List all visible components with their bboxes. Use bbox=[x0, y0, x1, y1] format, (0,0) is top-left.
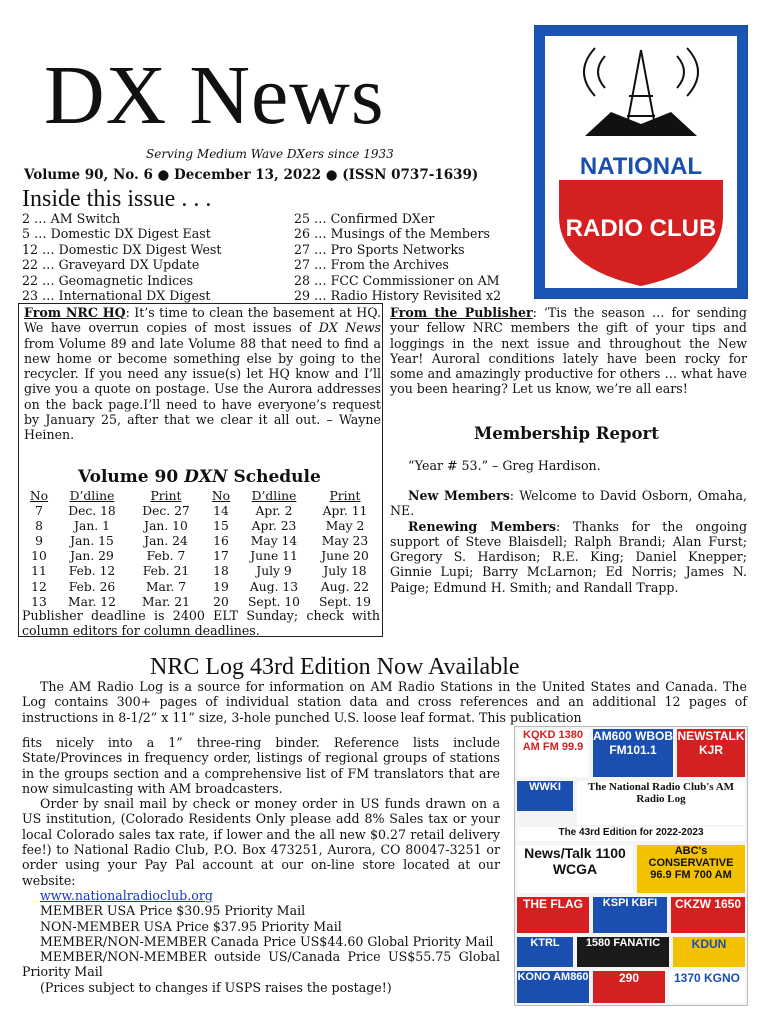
collage-tile: The National Radio Club's AM Radio Log bbox=[577, 781, 745, 825]
schedule-cell: Jan. 29 bbox=[70, 549, 114, 564]
membership-text: New Members: Welcome to David Osborn, Omaha, NE. Renewing Members: Thanks for the ongoing support of Steve Blaisdell; Ralph Brandi; Alan Furst; Gregory S. Hardison; R.E. King; Daniel Knepper; Ginnie Lupi; Barry McLarnon; Ed Norris; James N. Paige; Edmund H. Smith; and Randall Trapp. bbox=[390, 488, 748, 595]
nrc-logo bbox=[534, 25, 748, 299]
schedule-cell: 19 bbox=[213, 579, 229, 594]
schedule-cell: Feb. 7 bbox=[146, 549, 186, 564]
schedule-cell: 15 bbox=[213, 518, 229, 533]
schedule-cell: Jan. 10 bbox=[144, 518, 188, 533]
schedule-cell: Dec. 18 bbox=[68, 503, 116, 518]
collage-tile: KTRL bbox=[517, 937, 573, 967]
col-header: No bbox=[29, 488, 49, 503]
schedule-title: Volume 90 DXN Schedule bbox=[78, 467, 321, 487]
toc-item: 29 … Radio History Revisited x2 bbox=[294, 288, 502, 304]
toc-item: 5 … Domestic DX Digest East bbox=[22, 226, 211, 242]
collage-tile: KONO AM860 bbox=[517, 971, 589, 1003]
deadline-note: Publisher deadline is 2400 ELT Sunday; check with column editors for column deadlines. bbox=[22, 608, 380, 639]
log-body bbox=[22, 735, 500, 995]
schedule-cell: May 23 bbox=[321, 533, 369, 548]
schedule-cell: 8 bbox=[35, 518, 43, 533]
col-header: Print bbox=[329, 488, 361, 503]
radio-tower-icon bbox=[545, 36, 737, 288]
schedule-cell: Sept. 19 bbox=[319, 594, 371, 609]
toc-item: 22 … Graveyard DX Update bbox=[22, 257, 200, 273]
schedule-cell: May 2 bbox=[325, 518, 365, 533]
schedule-cell: Dec. 27 bbox=[142, 503, 190, 518]
collage-tile: The 43rd Edition for 2022-2023 bbox=[517, 827, 745, 841]
membership-quote: “Year # 53.” – Greg Hardison. bbox=[408, 458, 601, 473]
new-members-label: New Members bbox=[408, 488, 510, 503]
tagline: Serving Medium Wave DXers since 1933 bbox=[146, 147, 394, 161]
log-order-para: Order by snail mail by check or money order in US funds drawn on a US institution, (Colorado Residents Only please add 8% Sales tax or your local Colorado sales tax rate, if lower and the all new $0.27 retail delivery fee!) to National Radio Club, P.O. Box 473251, Aurora, CO 80047-3251 or order using your Pay Pal account at our on-line store located at our website: bbox=[22, 796, 500, 888]
hq-text-2: from Volume 89 and late Volume 88 that need to find a new home or become something else by going to the recycler. If you need any issue(s) let HQ know and I’ll give you a quote on postage. Use the Aurora addresses on the back page.I’ll need to have everyone’s request by January 25, after that we clear it all out. – Wayne Heinen. bbox=[24, 335, 381, 443]
schedule-row bbox=[22, 549, 380, 564]
toc-item: 2 … AM Switch bbox=[22, 211, 121, 226]
hq-lead: From NRC HQ bbox=[24, 305, 126, 320]
toc-item: 25 … Confirmed DXer bbox=[294, 211, 435, 226]
schedule-cell: July 9 bbox=[256, 564, 292, 579]
schedule-cell: Feb. 26 bbox=[68, 579, 116, 594]
collage-tile: AM600 WBOB FM101.1 bbox=[593, 729, 673, 777]
toc-item: 12 … Domestic DX Digest West bbox=[22, 241, 222, 257]
collage-tile: 290 bbox=[593, 971, 665, 1003]
schedule-cell: Mar. 21 bbox=[142, 594, 190, 609]
schedule-table-wrap bbox=[22, 488, 380, 609]
toc-right bbox=[294, 211, 501, 303]
volume-line: Volume 90, No. 6 ● December 13, 2022 ● (ISSN 0737-1639) bbox=[24, 167, 479, 183]
station-collage bbox=[514, 726, 748, 1006]
schedule-row bbox=[22, 579, 380, 594]
schedule-cell: Jan. 1 bbox=[74, 518, 110, 533]
schedule-cell: Jan. 24 bbox=[144, 533, 188, 548]
schedule-row bbox=[22, 564, 380, 579]
schedule-cell: Apr. 2 bbox=[255, 503, 293, 518]
schedule-cell: Apr. 11 bbox=[322, 503, 368, 518]
inside-heading: Inside this issue . . . bbox=[22, 186, 212, 212]
log-title: NRC Log 43rd Edition Now Available bbox=[150, 654, 520, 680]
renewing-members-label: Renewing Members bbox=[408, 518, 556, 534]
schedule-cell: Aug. 22 bbox=[320, 579, 370, 594]
col-header: Print bbox=[150, 488, 182, 503]
price-line: (Prices subject to changes if USPS raises the postage!) bbox=[40, 979, 392, 995]
schedule-cell: 11 bbox=[31, 564, 47, 579]
schedule-cell: Feb. 12 bbox=[68, 564, 116, 579]
schedule-cell: 9 bbox=[35, 533, 43, 548]
schedule-cell: 16 bbox=[213, 533, 229, 548]
toc-item: 27 … Pro Sports Networks bbox=[294, 241, 465, 257]
publisher-lead: From the Publisher bbox=[390, 305, 533, 320]
price-line: MEMBER/NON-MEMBER Canada Price US$44.60 Global Priority Mail bbox=[40, 933, 494, 949]
schedule-cell: 10 bbox=[31, 549, 47, 564]
schedule-cell: 7 bbox=[35, 503, 43, 518]
collage-tile: KDUN bbox=[673, 937, 745, 967]
schedule-header-row bbox=[22, 488, 380, 503]
schedule-cell: 17 bbox=[213, 549, 229, 564]
schedule-cell: 18 bbox=[213, 564, 229, 579]
schedule-row bbox=[22, 533, 380, 548]
collage-tile: NEWSTALK KJR bbox=[677, 729, 745, 777]
collage-tile: 1370 KGNO bbox=[669, 971, 745, 1003]
price-line: NON-MEMBER USA Price $37.95 Priority Mail bbox=[40, 918, 342, 934]
collage-tile: CKZW 1650 bbox=[671, 897, 745, 933]
schedule-cell: 20 bbox=[213, 594, 229, 609]
schedule-cell: 12 bbox=[31, 579, 47, 594]
masthead-title: DX News bbox=[44, 49, 385, 142]
col-header: D’dline bbox=[251, 488, 297, 503]
schedule-row bbox=[22, 503, 380, 518]
schedule-cell: Apr. 23 bbox=[251, 518, 297, 533]
schedule-table bbox=[22, 488, 380, 609]
toc-left bbox=[22, 211, 221, 303]
logo-word-national: NATIONAL bbox=[579, 153, 703, 180]
toc-item: 27 … From the Archives bbox=[294, 257, 449, 273]
logo-word-radio-club: RADIO CLUB bbox=[565, 215, 717, 242]
hq-notice bbox=[24, 305, 381, 443]
website-link[interactable]: www.nationalradioclub.org bbox=[40, 887, 213, 903]
publisher-text: : ‘Tis the season … for sending your fellow NRC members the gift of your tips and loggings in the next issue and throughout the New Year! Auroral conditions lately have been rocky for some and amazingly productive for others … what have you been hearing? Let us know, we’re all ears! bbox=[390, 305, 747, 397]
schedule-row bbox=[22, 518, 380, 533]
hq-italic: DX News bbox=[318, 320, 381, 336]
collage-tile: News/Talk 1100 WCGA bbox=[517, 845, 633, 893]
membership-title: Membership Report bbox=[474, 424, 659, 443]
price-line: MEMBER USA Price $30.95 Priority Mail bbox=[40, 903, 306, 919]
schedule-cell: Sept. 10 bbox=[248, 594, 300, 609]
price-line: MEMBER/NON-MEMBER outside US/Canada Price US$55.75 Global Priority Mail bbox=[22, 949, 500, 980]
schedule-cell: 14 bbox=[213, 503, 229, 518]
schedule-cell: Mar. 12 bbox=[68, 594, 116, 609]
publisher-note bbox=[390, 305, 747, 397]
schedule-cell: Feb. 21 bbox=[142, 564, 190, 579]
log-para: fits nicely into a 1” three-ring binder. Reference lists include State/Provinces in frequency order, listings of regional groups of stations in the groups section and a comprehensive list of FM translators that are now simulcasting with AM broadcasters. bbox=[22, 735, 500, 796]
schedule-cell: June 20 bbox=[321, 549, 369, 564]
log-intro: The AM Radio Log is a source for information on AM Radio Stations in the United States and Canada. The Log contains 300+ pages of individual station data and cross references and an additional 12 pages of instructions in 8-1/2” x 11” size, 3-hole punched U.S. loose leaf format. This publication bbox=[22, 679, 747, 725]
collage-tile: WWKI bbox=[517, 781, 573, 811]
toc-item: 22 … Geomagnetic Indices bbox=[22, 272, 194, 288]
schedule-cell: May 14 bbox=[250, 533, 298, 548]
collage-tile: KSPI KBFI bbox=[593, 897, 667, 933]
toc-item: 26 … Musings of the Members bbox=[294, 226, 490, 242]
toc-item: 28 … FCC Commissioner on AM bbox=[294, 272, 500, 288]
toc-item: 23 … International DX Digest bbox=[22, 288, 211, 304]
col-header: No bbox=[211, 488, 231, 503]
schedule-cell: June 11 bbox=[250, 549, 298, 564]
hq-text: : It’s time to clean the basement at HQ. We have overrun copies of most issues of bbox=[24, 305, 381, 336]
schedule-cell: 13 bbox=[31, 594, 47, 609]
col-header: D’dline bbox=[69, 488, 115, 503]
schedule-cell: July 18 bbox=[323, 564, 367, 579]
schedule-cell: Aug. 13 bbox=[249, 579, 299, 594]
schedule-cell: Jan. 15 bbox=[70, 533, 114, 548]
collage-tile: KQKD 1380 AM FM 99.9 bbox=[517, 729, 589, 777]
collage-tile: 1580 FANATIC bbox=[577, 937, 669, 967]
collage-tile: ABC's CONSERVATIVE 96.9 FM 700 AM bbox=[637, 845, 745, 893]
schedule-cell: Mar. 7 bbox=[145, 579, 187, 594]
collage-tile: THE FLAG bbox=[517, 897, 589, 933]
